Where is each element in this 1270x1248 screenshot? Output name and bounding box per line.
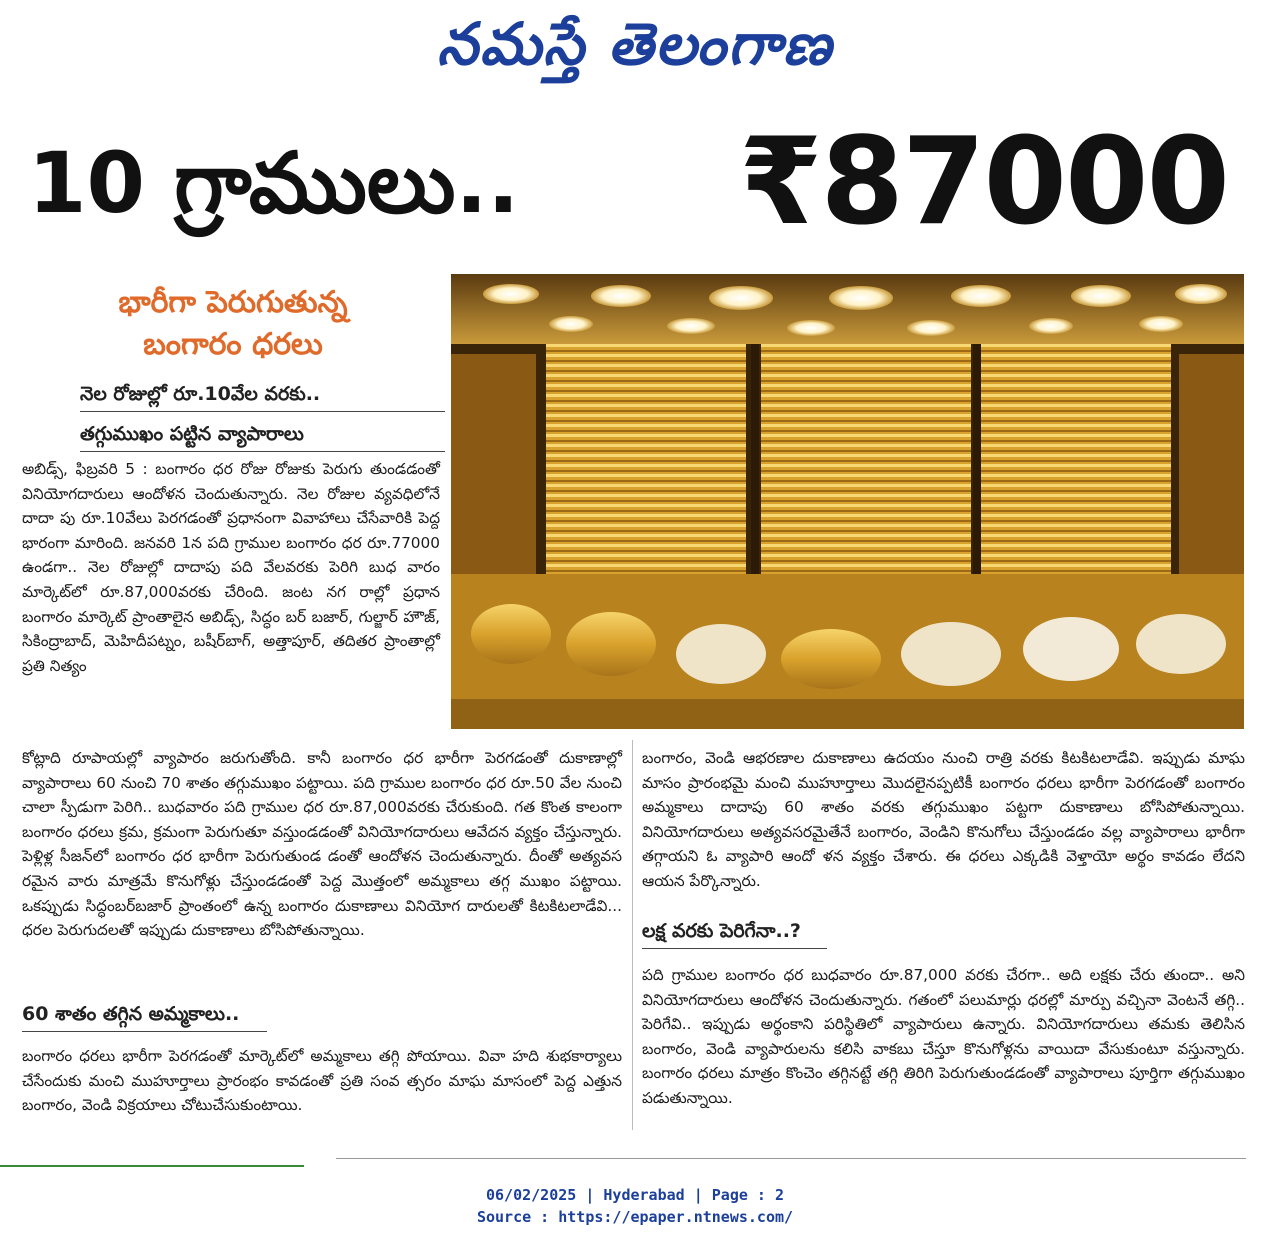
column-divider	[632, 740, 633, 1130]
article-paragraph-4: బంగారం, వెండి ఆభరణాల దుకాణాలు ఉదయం నుంచి రాత్రి వరకు కిటకిటలాడేవి. ఇప్పుడు మాఘ మాసం ప్రారంభమై మంచి ముహూర్తాలు మొదలైనప్పటికీ బంగారం ధరలు భారీగా పెరగడంతో బంగారం అమ్మకాలు దాదాపు 60 శాతం వరకు తగ్గుముఖం పట్టగా దుకాణాలు బోసిపోతున్నాయి. వినియోగదారులు అత్యవసరమైతేనే బంగారం, వెండిని కొనుగోలు చేస్తుండడం వల్ల వ్యాపారాలు భారీగా తగ్గాయని ఓ వ్యాపారి ఆందో ళన వ్యక్తం చేశారు. ఈ ధరలు ఎక్కడికి వెళ్తాయో అర్థం కావడం లేదని ఆయన పేర్కొన్నారు.	[642, 749, 1245, 890]
footer-rule-green	[0, 1165, 304, 1167]
headline-price: ₹87000	[739, 113, 1228, 252]
subheading-2: తగ్గుముఖం పట్టిన వ్యాపారాలు	[80, 420, 445, 452]
footer-source-link[interactable]: Source : https://epaper.ntnews.com/	[476, 1208, 794, 1226]
kicker-heading	[28, 282, 438, 366]
jewellery-shop-photo	[451, 274, 1244, 729]
page-footer	[0, 1184, 1270, 1228]
headline	[28, 113, 1248, 252]
subheading-3: 60 శాతం తగ్గిన అమ్మకాలు..	[22, 1000, 267, 1032]
necklace-display	[451, 574, 1244, 729]
article-paragraph-1: అబిడ్స్, ఫిబ్రవరి 5 : బంగారం ధర రోజు రోజుకు పెరుగు తుండడంతో వినియోగదారులు ఆందోళన చెందుతున్నారు. నెల రోజుల వ్యవధిలోనే దాదా పు రూ.10వేలు పెరగడంతో ప్రధానంగా వివాహాలు చేసేవారికి పెద్ద భారంగా మారింది. జనవరి 1న పది గ్రాముల బంగారం ధర రూ.77000 ఉండగా.. నెల రోజుల్లో దాదాపు పది వేలవరకు పెరిగి బుధ వారం మార్కెట్‌లో రూ.87,000వరకు చేరింది. జంట నగ రాల్లో ప్రధాన బంగారం మార్కెట్ ప్రాంతాలైన అబిడ్స్, సిద్ధం బర్ బజార్, గుల్జార్ హౌజ్, సికింద్రాబాద్, మెహిదీపట్నం, బషీర్‌బాగ్, అత్తాపూర్, తదితర ప్రాంతాల్లో ప్రతి నిత్యం	[22, 460, 440, 675]
subheading-4: లక్ష వరకు పెరిగేనా..?	[642, 917, 827, 949]
footer-rule-gray	[336, 1158, 1246, 1159]
article-paragraph-3: బంగారం ధరలు భారీగా పెరగడంతో మార్కెట్‌లో అమ్మకాలు తగ్గి పోయాయి. వివా హది శుభకార్యాలు చేసేందుకు మంచి ముహూర్తాలు ప్రారంభం కావడంతో ప్రతి సంవ త్సరం మాఘ మాసంలో పెద్ద ఎత్తున బంగారం, వెండి విక్రయాలు చోటుచేసుకుంటాయి.	[22, 1047, 622, 1115]
article-paragraph-2: కోట్లాది రూపాయల్లో వ్యాపారం జరుగుతోంది. కానీ బంగారం ధర భారీగా పెరగడంతో దుకాణాల్లో వ్యాపారాలు 60 నుంచి 70 శాతం తగ్గుముఖం పట్టాయి. పది గ్రాముల బంగారం ధర రూ.50 వేల నుంచి చాలా స్పీడుగా పెరిగి.. బుధవారం పది గ్రాముల ధర రూ.87,000వరకు చేరుకుంది. గత కొంత కాలంగా బంగారం ధరలు క్రమ, క్రమంగా పెరుగుతూ వస్తుండడంతో వినియోగదారులు ఆవేదన వ్యక్తం చేస్తున్నారు. పెళ్లిళ్ల సీజన్‌లో బంగారం ధర భారీగా పెరుగుతుండ డంతో ఆందోళన చెందుతున్నారు. దీంతో అత్యవస రమైన వారు మాత్రమే కొనుగోళ్లు చేస్తుండడంతో పెద్ద మొత్తంలో అమ్మకాలు తగ్గ ముఖం పట్టాయి. ఒకప్పుడు సిద్ధంబర్‌బజార్ ప్రాంతంలో ఉన్న బంగారం దుకాణాలు వినియోగ దారులతో కిటకిటలాడేవి... ధరల పెరుగుదలతో ఇప్పుడు దుకాణాలు బోసిపోతున్నాయి.	[22, 749, 622, 940]
footer-date-line: 06/02/2025 | Hyderabad | Page : 2	[485, 1186, 784, 1204]
kicker-line-1: భారీగా పెరుగుతున్న	[118, 285, 348, 320]
kicker-line-2: బంగారం ధరలు	[143, 327, 323, 362]
article-paragraph-5: పది గ్రాముల బంగారం ధర బుధవారం రూ.87,000 వరకు చేరగా.. అది లక్షకు చేరు తుందా.. అని వినియోగదారులు ఆందోళన చెందుతున్నారు. గతంలో పలుమార్లు ధరల్లో మార్పు వచ్చినా వెంటనే తగ్గి.. పెరిగేవి.. ఇప్పుడు అర్థంకాని పరిస్థితిలో వ్యాపారులు ఉన్నారు. వినియోగదారులు తమకు తెలిసిన బంగారం, వెండి వ్యాపారులను కలిసి వాకబు చేస్తూ కొనుగోళ్లను వాయిదా వేసుకుంటూ వస్తున్నారు. బంగారం ధరలు మాత్రం కొంచెం తగ్గినట్టే తగ్గి తిరిగి పెరుగుతుండడంతో వ్యాపారాలు పూర్తిగా తగ్గుముఖం పడుతున్నాయి.	[642, 966, 1245, 1107]
headline-left: 10 గ్రాములు..	[28, 134, 520, 232]
bangle-racks	[451, 344, 1244, 604]
masthead-logo: నమస్తే తెలంగాణ	[437, 10, 833, 78]
subheading-1: నెల రోజుల్లో రూ.10వేల వరకు..	[80, 380, 445, 412]
